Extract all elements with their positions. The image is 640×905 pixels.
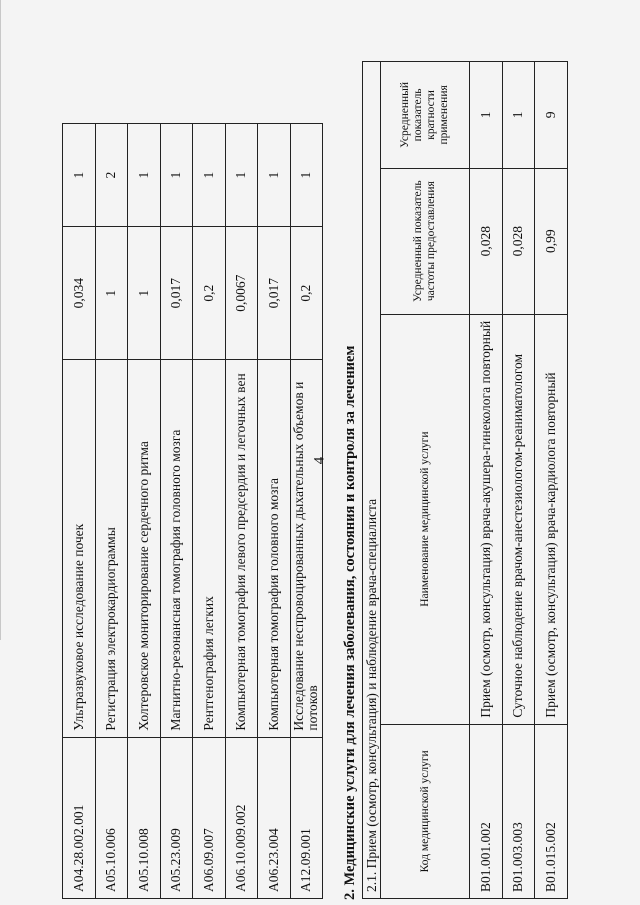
- table-row: [502, 62, 535, 899]
- header-code: Код медицинской услуги: [381, 724, 470, 898]
- multiplicity-value: 1: [160, 124, 193, 227]
- service-name: Ультразвуковое исследование почек: [63, 360, 96, 737]
- table-row: [225, 124, 258, 899]
- multiplicity-value: 1: [502, 62, 535, 169]
- table-row: [160, 124, 193, 899]
- service-code: A06.10.009.002: [225, 737, 258, 898]
- table-row: [535, 62, 568, 899]
- multiplicity-value: 2: [95, 124, 128, 227]
- frequency-value: 0,2: [290, 227, 323, 360]
- service-code: A05.10.008: [128, 737, 161, 898]
- services-table-treatment: [362, 61, 568, 899]
- frequency-value: 0,017: [160, 227, 193, 360]
- service-name: Прием (осмотр, консультация) врача-акушера-гинеколога повторный: [470, 314, 503, 724]
- service-code: B01.015.002: [535, 724, 568, 898]
- service-code: A05.23.009: [160, 737, 193, 898]
- table-row: [470, 62, 503, 899]
- frequency-value: 1: [128, 227, 161, 360]
- service-name: Магнитно-резонансная томография головного мозга: [160, 360, 193, 737]
- header-frequency: Усредненный показатель частоты предоставления: [381, 168, 470, 314]
- service-code: A06.09.007: [193, 737, 226, 898]
- service-name: Регистрация электрокардиограммы: [95, 360, 128, 737]
- multiplicity-value: 1: [470, 62, 503, 169]
- service-code: B01.001.002: [470, 724, 503, 898]
- rotated-page-content: [0, 60, 640, 905]
- table-row: [290, 124, 323, 899]
- section-heading: 2. Медицинские услуги для лечения заболевания, состояния и контроля за лечением: [342, 345, 358, 900]
- multiplicity-value: 1: [193, 124, 226, 227]
- multiplicity-value: 1: [63, 124, 96, 227]
- frequency-value: 0,017: [258, 227, 291, 360]
- table-row: [128, 124, 161, 899]
- frequency-value: 0,99: [535, 168, 568, 314]
- multiplicity-value: 1: [225, 124, 258, 227]
- frequency-value: 0,0067: [225, 227, 258, 360]
- header-multiplicity: Усредненный показатель кратности применения: [381, 62, 470, 169]
- multiplicity-value: 1: [290, 124, 323, 227]
- subsection-heading: 2.1. Прием (осмотр, консультация) и наблюдение врача-специалиста: [363, 62, 381, 899]
- frequency-value: 0,2: [193, 227, 226, 360]
- service-code: A04.28.002.001: [63, 737, 96, 898]
- frequency-value: 1: [95, 227, 128, 360]
- service-name: Холтеровское мониторирование сердечного ритма: [128, 360, 161, 737]
- table-row: [193, 124, 226, 899]
- frequency-value: 0,028: [502, 168, 535, 314]
- service-name: Суточное наблюдение врачом-анестезиологом-реаниматологом: [502, 314, 535, 724]
- table-row: [63, 124, 96, 899]
- service-name: Компьютерная томография головного мозга: [258, 360, 291, 737]
- service-code: A06.23.004: [258, 737, 291, 898]
- service-code: B01.003.003: [502, 724, 535, 898]
- service-name: Компьютерная томография левого предсердия и легочных вен: [225, 360, 258, 737]
- service-code: A05.10.006: [95, 737, 128, 898]
- service-name: Исследование неспровоцированных дыхательных объемов и потоков: [290, 360, 323, 737]
- service-name: Рентгенография легких: [193, 360, 226, 737]
- service-name: Прием (осмотр, консультация) врача-кардиолога повторный: [535, 314, 568, 724]
- table-row: [95, 124, 128, 899]
- multiplicity-value: 1: [128, 124, 161, 227]
- service-code: A12.09.001: [290, 737, 323, 898]
- table-row: [258, 124, 291, 899]
- multiplicity-value: 1: [258, 124, 291, 227]
- header-name: Наименование медицинской услуги: [381, 314, 470, 724]
- frequency-value: 0,034: [63, 227, 96, 360]
- multiplicity-value: 9: [535, 62, 568, 169]
- frequency-value: 0,028: [470, 168, 503, 314]
- services-table-diagnostics: [62, 123, 323, 899]
- page-number: 4: [311, 456, 328, 465]
